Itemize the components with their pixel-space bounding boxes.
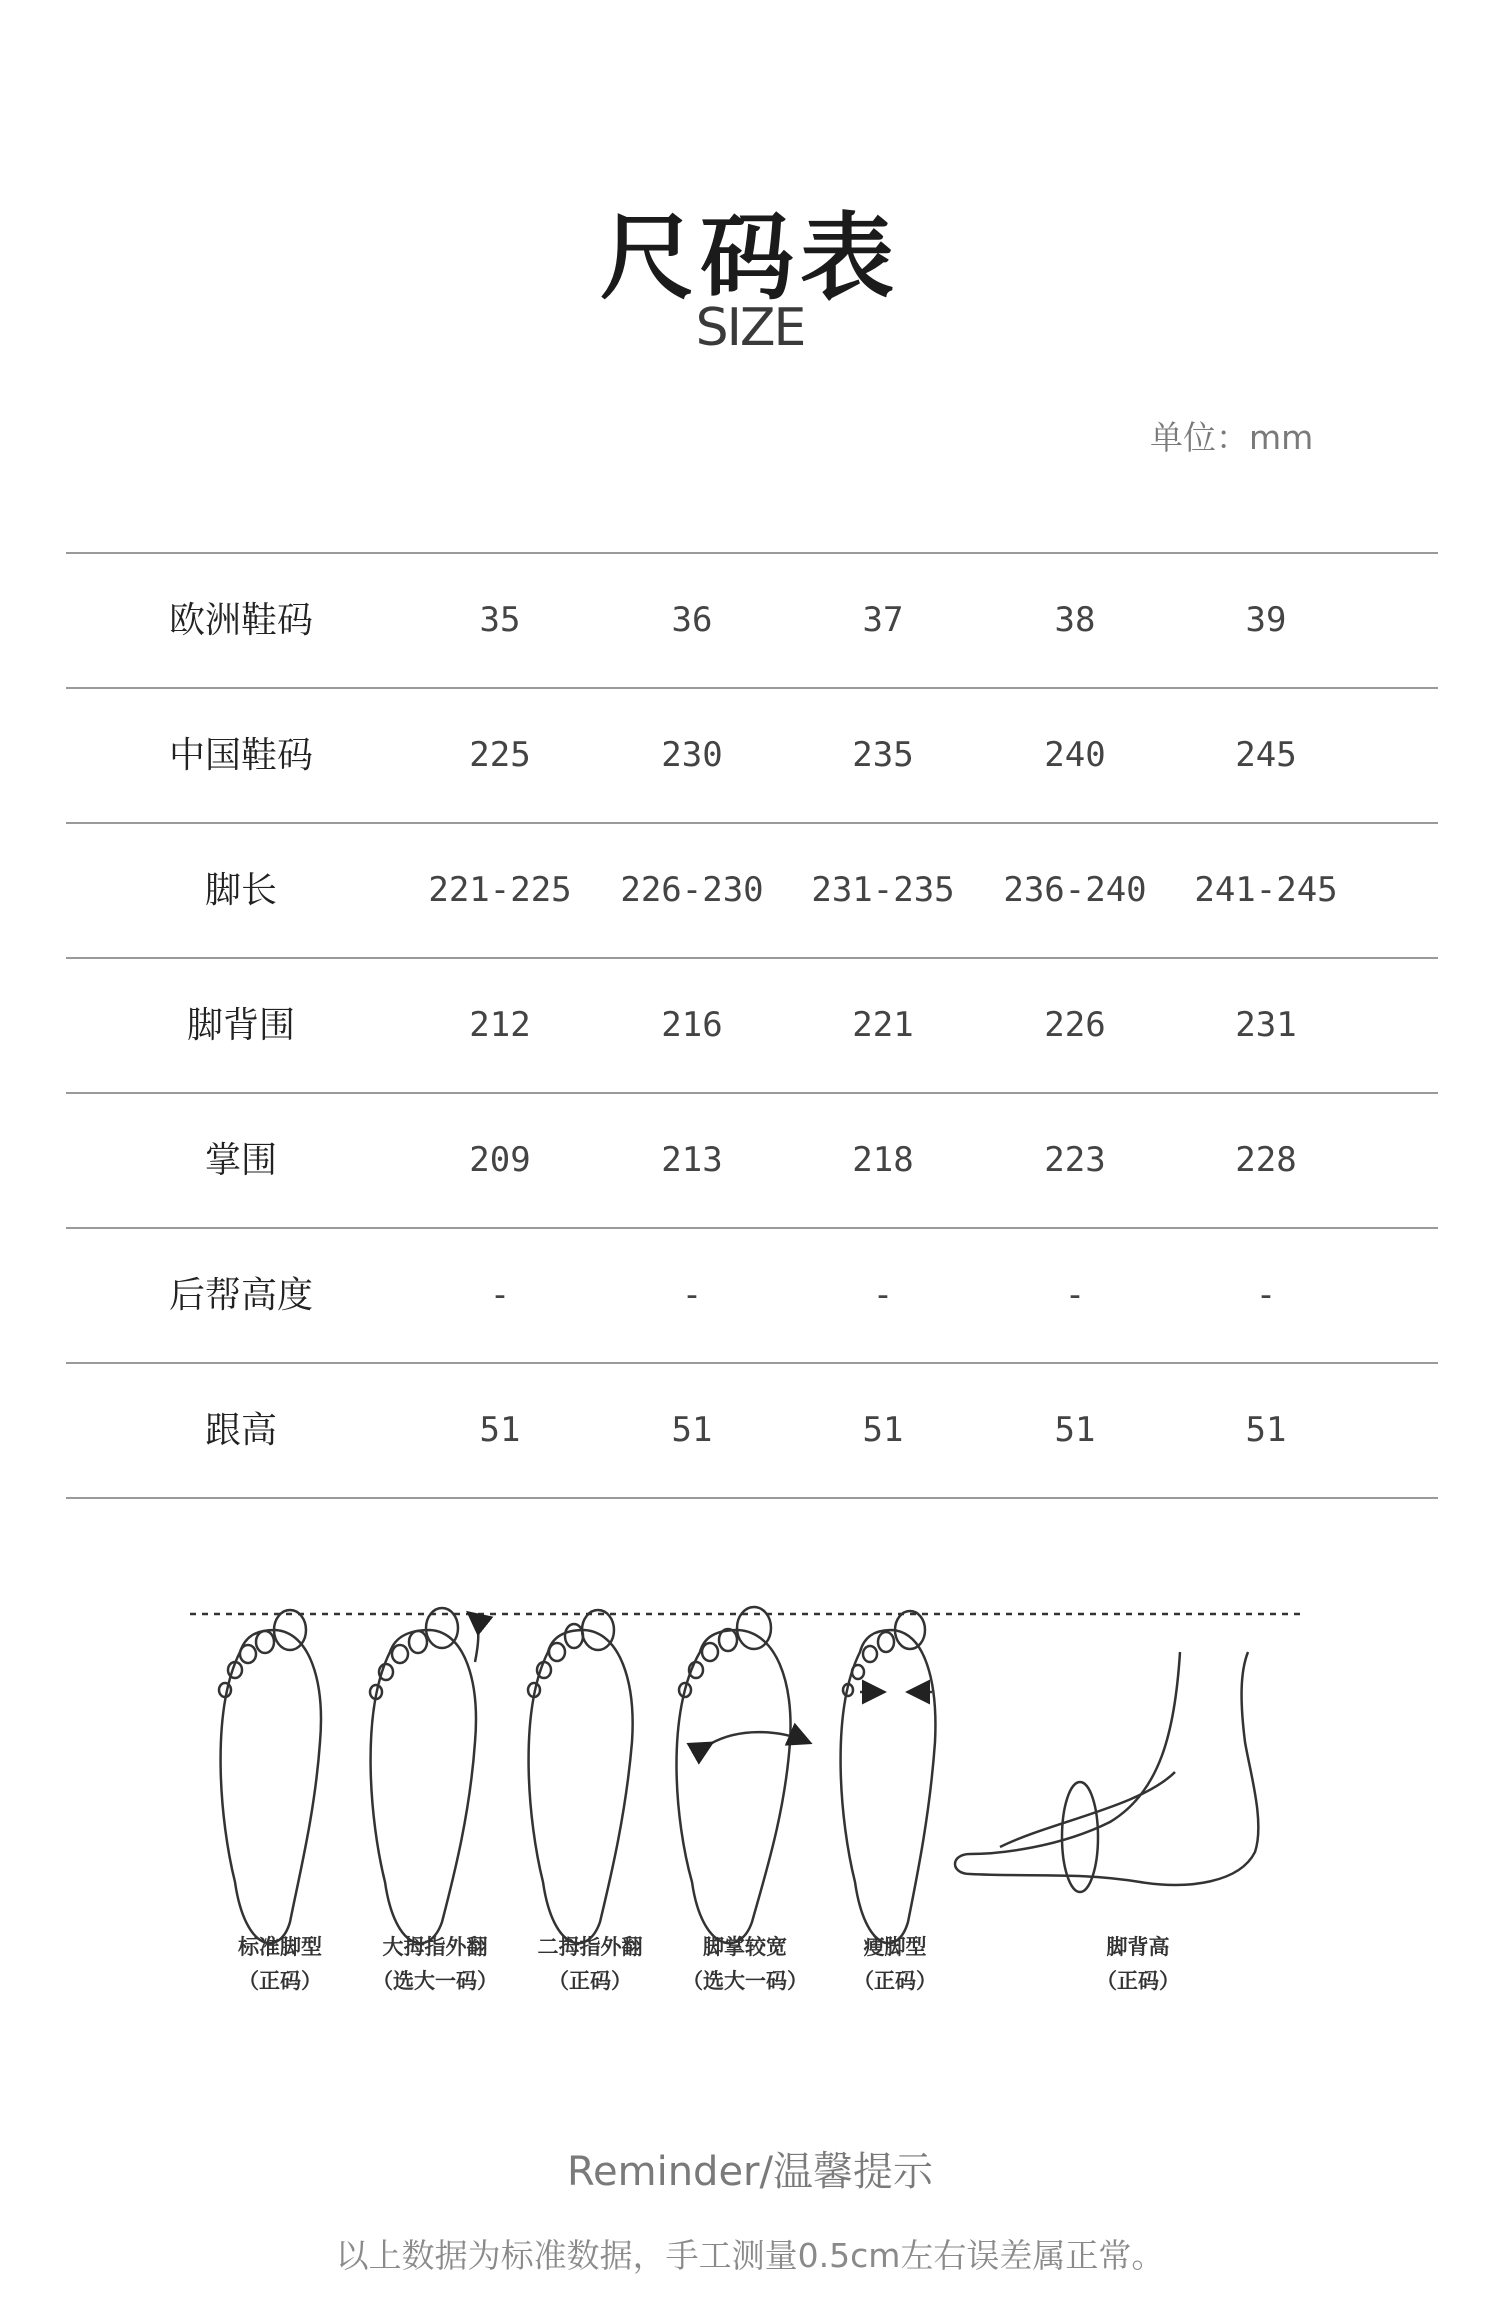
foot-type-label: [1043, 1930, 1233, 1998]
table-cell: 37: [862, 600, 904, 640]
table-cell: 236-240: [1003, 870, 1147, 910]
table-cell: -: [489, 1275, 511, 1315]
page-title: 尺码表: [599, 204, 900, 313]
table-cell: 51: [671, 1410, 713, 1450]
table-cell: 228: [1235, 1140, 1297, 1180]
table-row: [66, 687, 1438, 822]
row-label: 中国鞋码: [168, 735, 313, 776]
table-cell: 35: [479, 600, 521, 640]
page-subtitle: SIZE: [695, 298, 805, 358]
row-label: 欧洲鞋码: [168, 600, 313, 641]
table-cell: 226: [1044, 1005, 1106, 1045]
table-cell: 231-235: [811, 870, 955, 910]
foot-type-name: 脚背高: [1106, 1935, 1170, 1959]
table-cell: 240: [1044, 735, 1106, 775]
table-cell: 209: [469, 1140, 531, 1180]
table-cell: 216: [661, 1005, 723, 1045]
foot-outline-bunion: [370, 1608, 478, 1943]
table-cell: 241-245: [1194, 870, 1338, 910]
foot-type-advice: （选大一码）: [682, 1969, 808, 1993]
table-row: [66, 1362, 1438, 1499]
row-label: 后帮高度: [168, 1275, 313, 1316]
table-cell: 39: [1245, 600, 1287, 640]
table-cell: 221: [852, 1005, 914, 1045]
foot-outline-standard: [219, 1610, 321, 1943]
table-cell: 212: [469, 1005, 531, 1045]
table-cell: 230: [661, 735, 723, 775]
foot-type-name: 标准脚型: [238, 1935, 322, 1959]
table-cell: -: [681, 1275, 703, 1315]
reminder-note: 以上数据为标准数据，手工测量0.5cm左右误差属正常。: [335, 2236, 1165, 2275]
table-cell: 231: [1235, 1005, 1297, 1045]
table-row: [66, 552, 1438, 687]
table-cell: 213: [661, 1140, 723, 1180]
row-label: 脚背围: [186, 1005, 295, 1046]
foot-type-advice: （正码）: [1096, 1969, 1180, 1993]
size-table: [66, 552, 1438, 1499]
table-row: [66, 1227, 1438, 1362]
table-cell: 51: [1054, 1410, 1096, 1450]
row-label: 跟高: [204, 1410, 277, 1451]
row-label: 掌围: [204, 1140, 277, 1181]
foot-type-advice: （正码）: [853, 1969, 937, 1993]
foot-outline-second-toe: [528, 1610, 633, 1943]
foot-type-name: 二拇指外翻: [537, 1935, 643, 1959]
table-cell: 38: [1054, 600, 1096, 640]
foot-outline-wide: [676, 1607, 808, 1943]
table-cell: 51: [862, 1410, 904, 1450]
unit-label: 单位：mm: [1150, 418, 1314, 457]
table-cell: 235: [852, 735, 914, 775]
table-row: [66, 822, 1438, 957]
foot-type-advice: （正码）: [548, 1969, 632, 1993]
table-cell: 225: [469, 735, 531, 775]
foot-type-label: [800, 1930, 990, 1998]
table-cell: 226-230: [620, 870, 764, 910]
table-row: [66, 1092, 1438, 1227]
table-cell: 218: [852, 1140, 914, 1180]
table-cell: -: [872, 1275, 894, 1315]
table-row: [66, 957, 1438, 1092]
table-cell: 223: [1044, 1140, 1106, 1180]
foot-type-name: 脚掌较宽: [703, 1935, 787, 1959]
foot-outline-high-instep: [955, 1652, 1258, 1892]
reminder-title: Reminder/温馨提示: [567, 2149, 933, 2195]
table-cell: 36: [671, 600, 713, 640]
foot-type-advice: （正码）: [238, 1969, 322, 1993]
table-cell: 245: [1235, 735, 1297, 775]
table-cell: -: [1064, 1275, 1086, 1315]
foot-type-name: 瘦脚型: [863, 1935, 927, 1959]
row-label: 脚长: [204, 870, 277, 911]
table-cell: 51: [1245, 1410, 1287, 1450]
table-cell: 51: [479, 1410, 521, 1450]
foot-outline-narrow: [841, 1611, 936, 1943]
table-cell: 221-225: [428, 870, 572, 910]
foot-type-advice: （选大一码）: [372, 1969, 498, 1993]
foot-type-name: 大拇指外翻: [382, 1935, 488, 1959]
table-cell: -: [1255, 1275, 1277, 1315]
